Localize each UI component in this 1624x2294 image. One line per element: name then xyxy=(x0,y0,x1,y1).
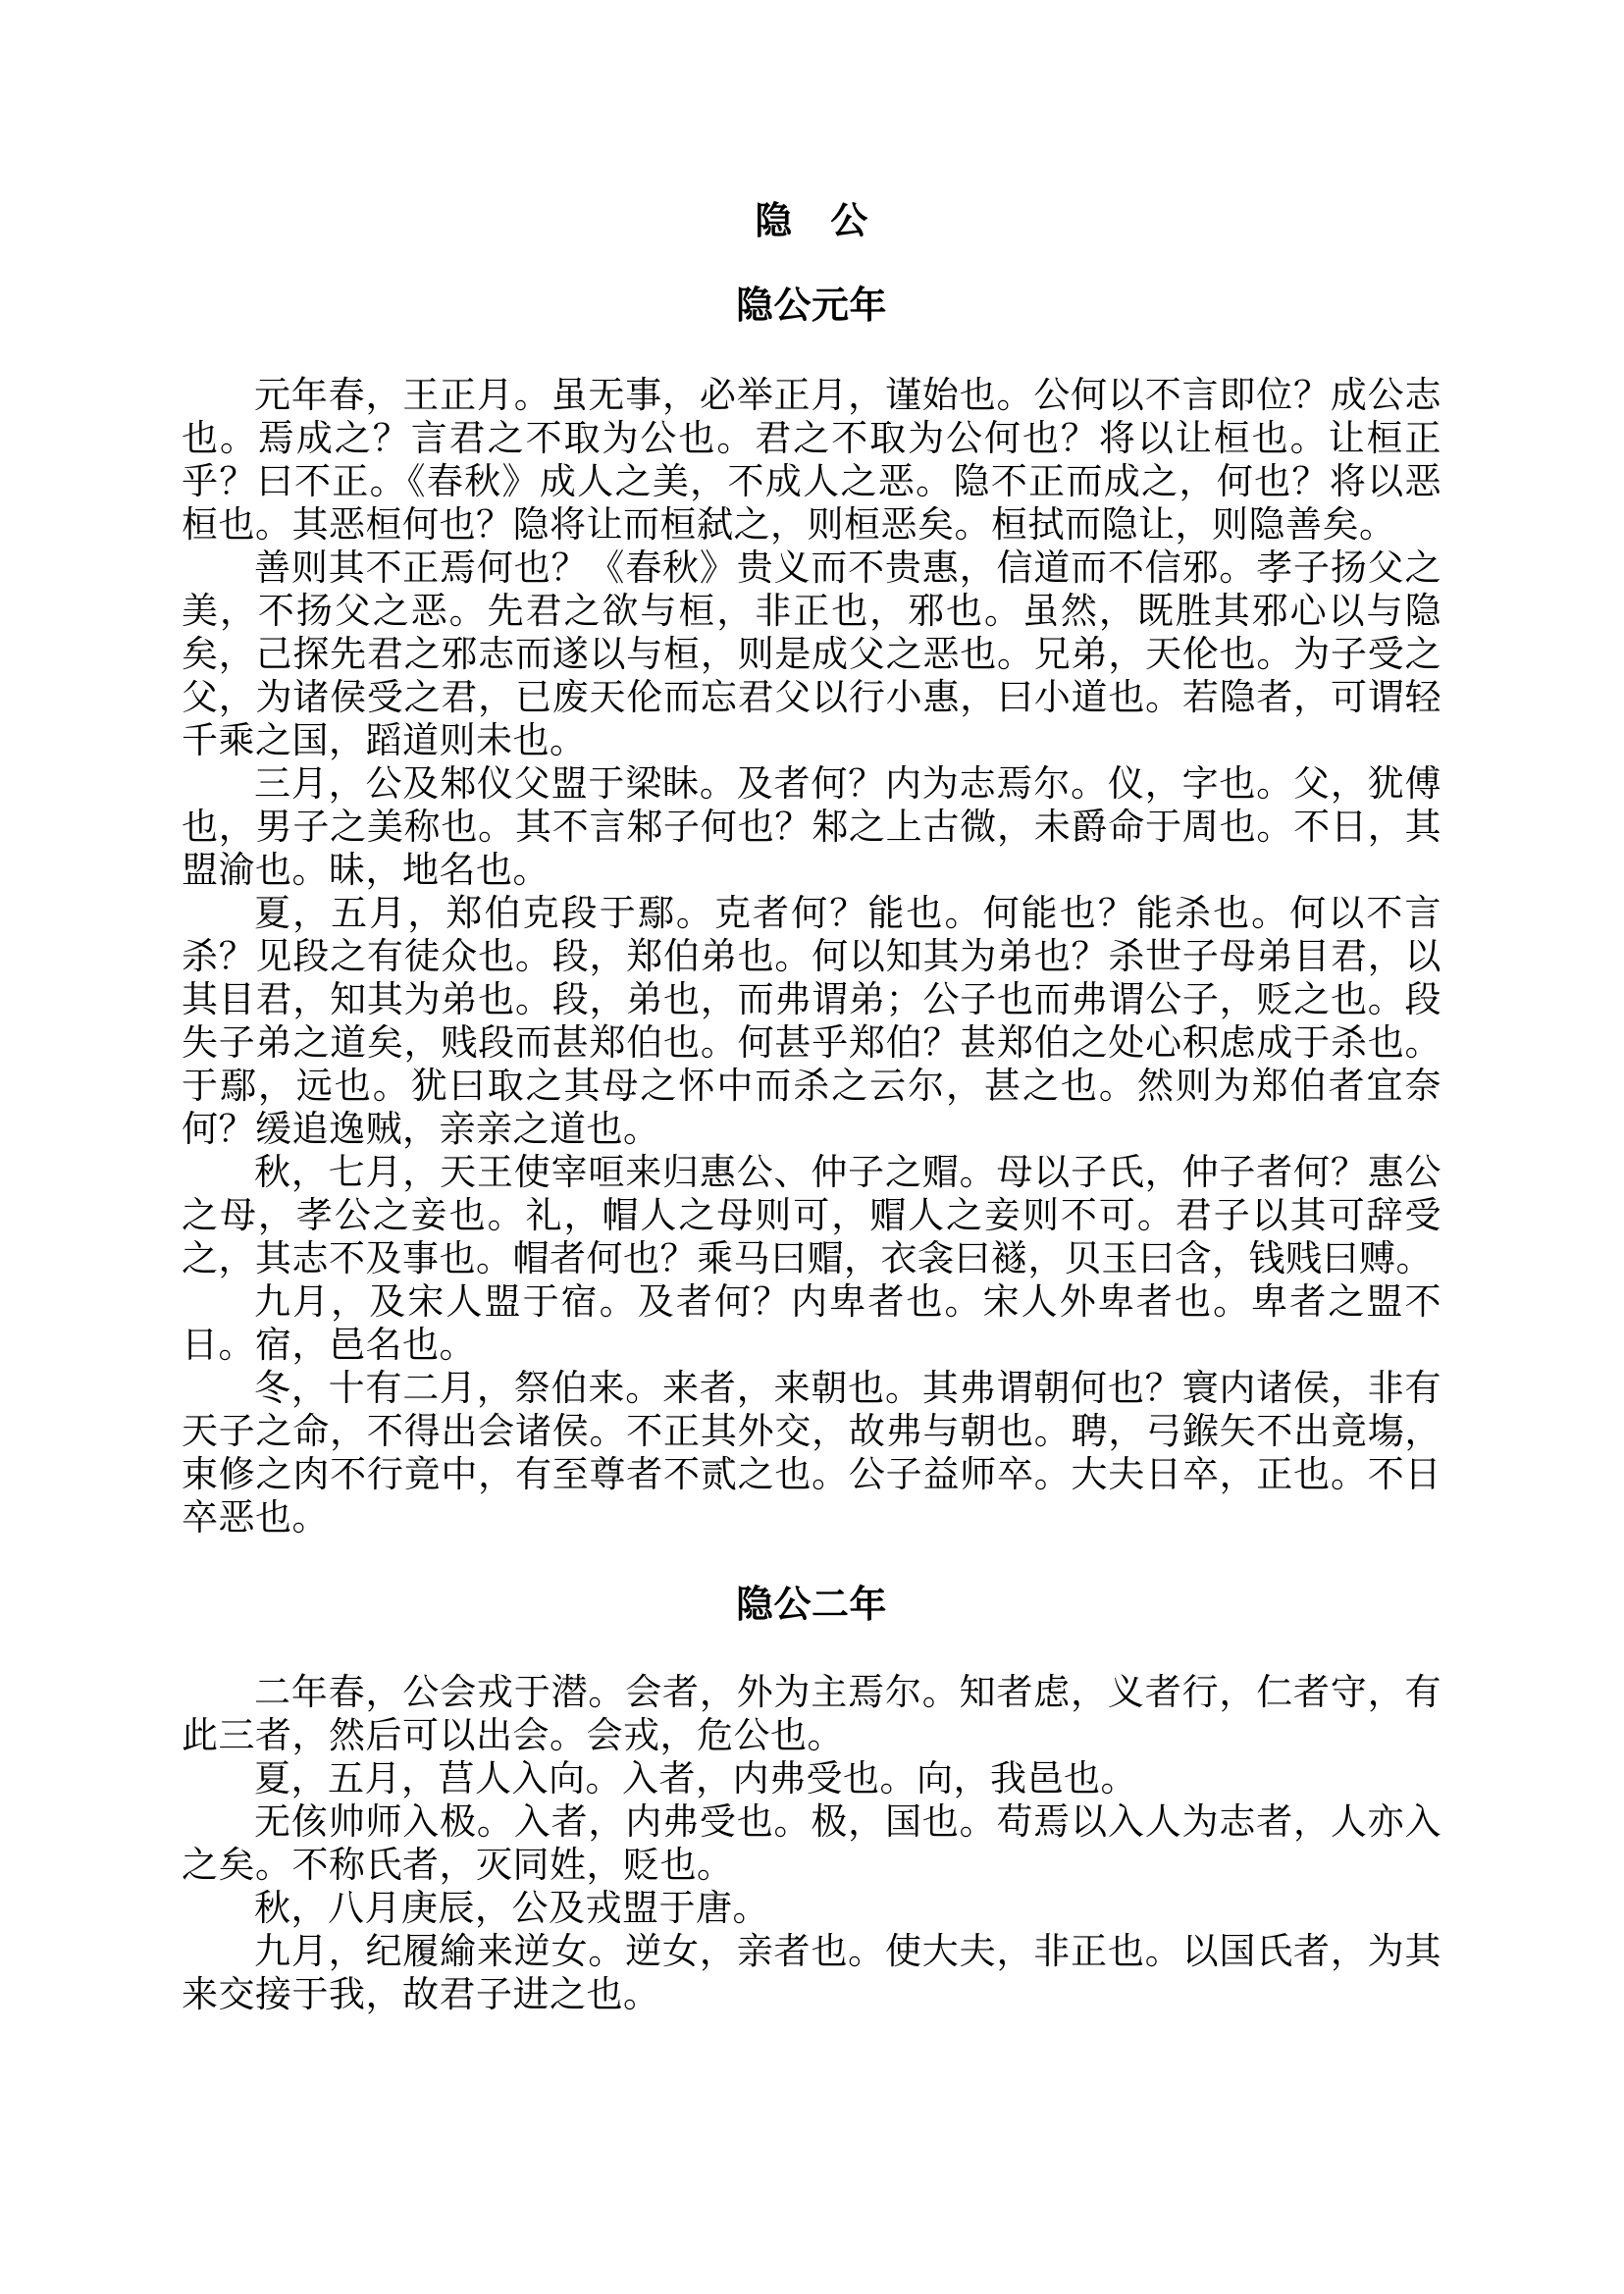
paragraph: 夏，五月，郑伯克段于鄢。克者何？能也。何能也？能杀也。何以不言杀？见段之有徒众也。段，郑伯弟也。何以知其为弟也？杀世子母弟目君，以其目君，知其为弟也。段，弟也，而弗谓弟；公子也而弗谓公子，贬之也。段失子弟之道矣，贱段而甚郑伯也。何甚乎郑伯？甚郑伯之处心积虑成于杀也。于鄢，远也。犹曰取之其母之怀中而杀之云尔，甚之也。然则为郑伯者宜奈何？缓追逸贼，亲亲之道也。 xyxy=(182,892,1441,1150)
section-yinong-year1 xyxy=(182,284,1441,1539)
paragraph: 夏，五月，莒人入向。入者，内弗受也。向，我邑也。 xyxy=(254,1757,1137,1799)
page-title: 隐 公 xyxy=(755,199,868,242)
paragraph: 无侅帅师入极。入者，内弗受也。极，国也。苟焉以入人为志者，人亦入之矣。不称氏者，灭同姓，贬也。 xyxy=(182,1800,1441,1886)
paragraph: 二年春，公会戎于潜。会者，外为主焉尔。知者虑，义者行，仁者守，有此三者，然后可以出会。会戎，危公也。 xyxy=(182,1671,1441,1756)
paragraph: 三月，公及邾仪父盟于梁眛。及者何？内为志焉尔。仪，字也。父，犹傅也，男子之美称也。其不言邾子何也？邾之上古微，未爵命于周也。不日，其盟渝也。昧，地名也。 xyxy=(182,762,1441,891)
section-heading: 隐公元年 xyxy=(735,284,887,327)
section-yinong-year2 xyxy=(182,1583,1441,2016)
paragraph: 元年春，王正月。虽无事，必举正月，谨始也。公何以不言即位？成公志也。焉成之？言君之不取为公也。君之不取为公何也？将以让桓也。让桓正乎？曰不正。《春秋》成人之美，不成人之恶。隐不正而成之，何也？将以恶桓也。其恶桓何也？隐将让而桓弑之，则桓恶矣。桓拭而隐让，则隐善矣。 xyxy=(182,374,1441,546)
paragraph: 秋，八月庚辰，公及戎盟于唐。 xyxy=(254,1887,769,1929)
paragraph: 秋，七月，天王使宰咺来归惠公、仲子之赗。母以子氏，仲子者何？惠公之母，孝公之妾也。礼，帽人之母则可，赗人之妾则不可。君子以其可辞受之，其志不及事也。帽者何也？乘马曰赗，衣衾曰襚，贝玉曰含，钱贱曰赙。 xyxy=(182,1151,1441,1279)
paragraph: 冬，十有二月，祭伯来。来者，来朝也。其弗谓朝何也？寰内诸侯，非有天子之命，不得出会诸侯。不正其外交，故弗与朝也。聘，弓鍭矢不出竟塲，束修之肉不行竟中，有至尊者不贰之也。公子益师卒。大夫日卒，正也。不日卒恶也。 xyxy=(182,1367,1441,1538)
text-column xyxy=(182,0,1441,2016)
section-heading: 隐公二年 xyxy=(735,1583,887,1626)
paragraph: 九月，及宋人盟于宿。及者何？内卑者也。宋人外卑者也。卑者之盟不日。宿，邑名也。 xyxy=(182,1280,1441,1366)
paragraph: 九月，纪履緰来逆女。逆女，亲者也。使大夫，非正也。以国氏者，为其来交接于我，故君子进之也。 xyxy=(182,1930,1441,2015)
paragraph: 善则其不正焉何也？《春秋》贵义而不贵惠，信道而不信邪。孝子扬父之美，不扬父之恶。先君之欲与桓，非正也，邪也。虽然，既胜其邪心以与隐矣，己探先君之邪志而遂以与桓，则是成父之恶也。兄弟，天伦也。为子受之父，为诸侯受之君，已废天伦而忘君父以行小惠，曰小道也。若隐者，可谓轻千乘之国，蹈道则未也。 xyxy=(182,547,1441,761)
